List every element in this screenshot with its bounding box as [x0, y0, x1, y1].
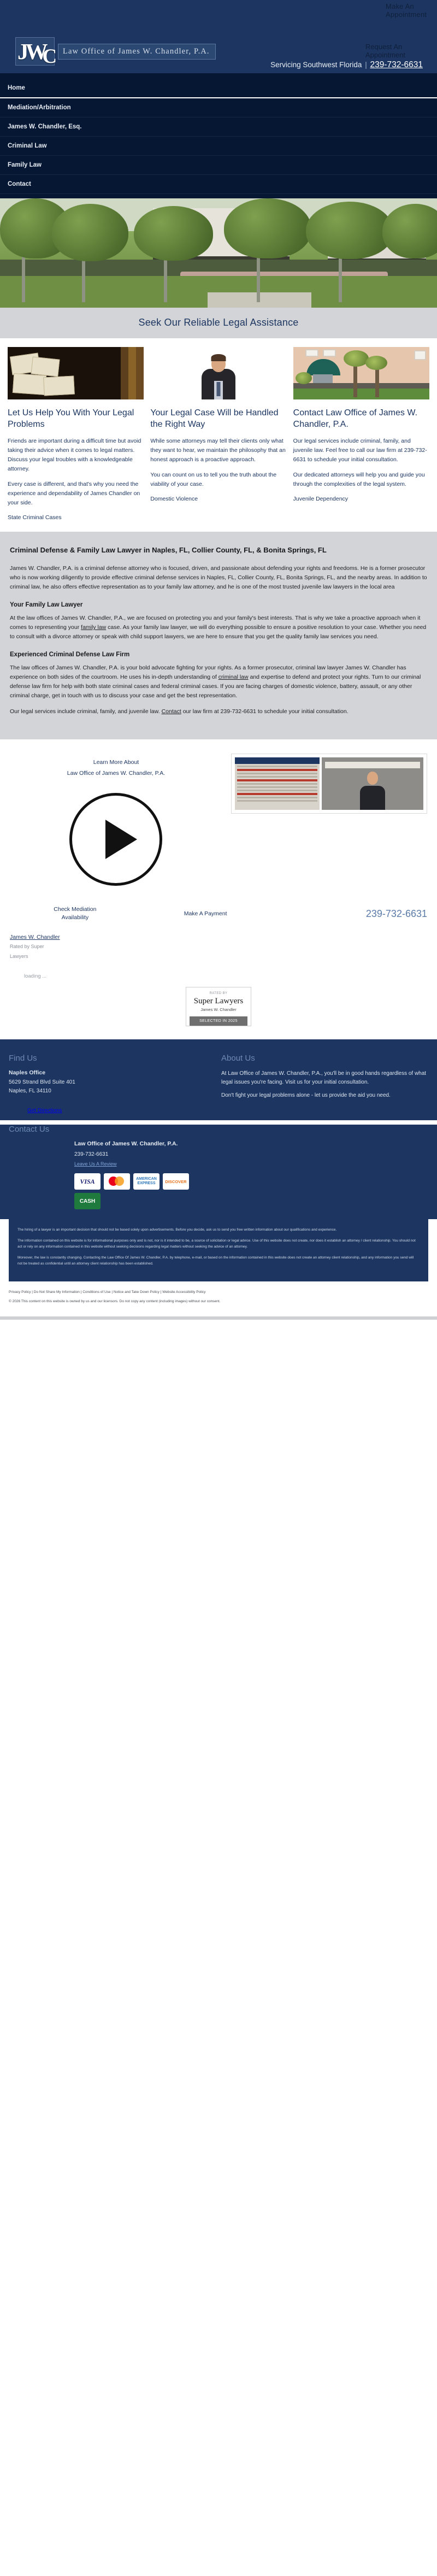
- card-title: Your Legal Case Will be Handled the Right Way: [150, 408, 279, 429]
- footer-contact-us: [0, 1125, 437, 1219]
- cash-icon: CASH: [74, 1193, 101, 1209]
- footer-about-us: [221, 1054, 428, 1115]
- article-section: [0, 532, 437, 739]
- text-after-link: our law firm at 239-732-6631 to schedule your initial consultation.: [181, 708, 349, 715]
- nav-item-criminal-law[interactable]: Criminal Law: [0, 137, 437, 156]
- nav-item-james-w-chandler-esq[interactable]: James W. Chandler, Esq.: [0, 117, 437, 137]
- badge-title: Super Lawyers: [193, 997, 244, 1005]
- article-subheading: Your Family Law Lawyer: [10, 602, 83, 608]
- bottom-scroll-strip[interactable]: [0, 1316, 437, 1320]
- hero-image: [0, 198, 437, 308]
- header-phone-link[interactable]: 239-732-6631: [370, 60, 423, 69]
- get-directions-link[interactable]: Get Directions: [27, 1108, 62, 1114]
- learn-more-line-2: Law Office of James W. Chandler, P.A.: [67, 770, 166, 777]
- palm-frond: [344, 350, 369, 367]
- disclaimer-paragraph-3: Moreover, the law is constantly changing. Contacting the Law Office Of James W. Chandler, P.A. by telephone, e-mail, or based on the information contained in this website does not create an attorney client relationship, and any information you send will not be treated as confidential until an attorney client relationship has been established.: [17, 1256, 414, 1266]
- office-driveway: [293, 383, 429, 389]
- video-column: [10, 754, 222, 886]
- contact-us-heading: Contact Us: [9, 1125, 50, 1134]
- page-title: Criminal Defense & Family Law Lawyer in Naples, FL, Collier County, FL, & Bonita Springs, FL: [10, 546, 327, 554]
- jwc-monogram-icon[interactable]: [15, 37, 55, 66]
- badge-name: James W. Chandler: [200, 1007, 237, 1012]
- disclaimer-paragraph-2: The information contained on this website is for informational purposes only and is not, nor is it intended to be, a source of solicitation or legal advice. Use of this website does not create, nor does it establish an attorney / client relationship. You should not act or rely on any information contained in this website without seeking decisions regarding legal matters without seeking the advice of an attorney.: [17, 1239, 416, 1249]
- article-paragraph: [10, 614, 427, 642]
- office-name: Naples Office: [9, 1069, 46, 1076]
- hero-tree: [134, 206, 213, 261]
- feature-card: [293, 347, 429, 502]
- shrub: [296, 372, 312, 384]
- footer-find-us: [9, 1054, 216, 1115]
- address-line-2: Naples, FL 34110: [9, 1088, 51, 1094]
- article-intro: James W. Chandler, P.A. is a criminal defense attorney who is focused, driven, and passionate about defending your rights and freedoms. He is a former prosecutor who is now working diligently to provide effective criminal defense services in Naples, FL, Collier County, FL, Bonita Springs, FL, and the nearby areas. In addition to criminal law, he also offers effective representation as to your family law attorney, and he is one of the most trusted juvenile law lawyers in the local area: [10, 565, 427, 590]
- article-paragraph: [10, 663, 427, 701]
- disclaimer-paragraph-1: The hiring of a lawyer is an important decision that should not be based solely upon advertisements. Before you decide, ask us to send you free written information about our qualifications and experience.: [17, 1228, 337, 1232]
- servicing-text: Servicing Southwest Florida: [270, 61, 362, 69]
- site-header: [0, 35, 437, 73]
- card-caption: Domestic Violence: [150, 496, 198, 502]
- hero-tree: [52, 204, 128, 261]
- card-paragraph: Our dedicated attorneys will help you and guide you through the complexities of the legal system.: [293, 472, 425, 487]
- leave-review-link[interactable]: Leave Us A Review: [74, 1161, 117, 1167]
- servicing-line: [270, 60, 423, 70]
- office-building-image: [293, 347, 429, 399]
- card-paragraph: Friends are important during a difficult time but avoid taking their advice when it comes to legal matters. Discuss your legal troubles with a knowledgeable attorney.: [8, 438, 141, 472]
- separator: |: [365, 61, 367, 69]
- magazine-title-band: [325, 762, 420, 768]
- check-mediation-availability-button[interactable]: [10, 905, 140, 922]
- nav-item-family-law[interactable]: Family Law: [0, 156, 437, 175]
- portrait-tie: [216, 382, 220, 396]
- article-subheading: Experienced Criminal Defense Law Firm: [10, 651, 130, 658]
- criminal-law-link[interactable]: criminal law: [218, 674, 249, 680]
- legal-disclaimer: [9, 1219, 428, 1281]
- text-after-link: case. As your family law lawyer, we will do everything possible to ensure a positive resolution to your case. Whether you need to consult with a divorce attorney or speak with child support lawyers, we are here to ensure that you get the quality family law services you need.: [10, 624, 427, 640]
- hero-tree: [224, 198, 311, 258]
- law-books-image: [8, 347, 144, 399]
- card-caption: Juvenile Dependency: [293, 496, 349, 502]
- nav-item-mediation-arbitration[interactable]: Mediation/Arbitration: [0, 98, 437, 117]
- card-caption: State Criminal Cases: [8, 514, 62, 521]
- portrait-hair: [211, 354, 226, 361]
- office-awning: [306, 359, 340, 375]
- super-lawyers-badge[interactable]: [186, 987, 251, 1026]
- copyright-notice: © 2026 This content on this website is owned by us and our licensors. Do not copy any content (including images) without our consent.: [9, 1299, 221, 1303]
- about-paragraph-2: Don't fight your legal problems alone - let us provide the aid you need.: [221, 1092, 391, 1098]
- cta-row: [0, 891, 437, 932]
- card-paragraph: Our legal services include criminal, family, and juvenile law. Feel free to call our law firm at 239-732-6631 to schedule your initial consultation.: [293, 438, 427, 463]
- legal-links-bar: [0, 1281, 437, 1309]
- about-us-heading: About Us: [221, 1054, 255, 1063]
- rated-by-line-1: Rated by Super: [10, 944, 44, 949]
- feature-cards: [0, 338, 437, 532]
- hero-tree: [306, 202, 393, 259]
- make-appointment-link[interactable]: Make An Appointment: [386, 2, 427, 19]
- nav-item-contact[interactable]: Contact: [0, 175, 437, 194]
- top-lawyers-magazine-thumbnail[interactable]: [231, 754, 427, 814]
- cta-phone-link[interactable]: 239-732-6631: [365, 908, 427, 919]
- office-address: [9, 1078, 216, 1096]
- text-before-link: Our legal services include criminal, family, and juvenile law.: [10, 708, 162, 715]
- section-title-bar: [0, 308, 437, 338]
- accepted-payments: [74, 1173, 189, 1209]
- rated-by-line-2: Lawyers: [10, 954, 28, 959]
- magazine-photo: [322, 757, 423, 810]
- find-us-heading: Find Us: [9, 1054, 37, 1063]
- visa-icon: VISA: [74, 1173, 101, 1190]
- mediation-line-1: Check Mediation: [54, 906, 97, 913]
- mastercard-icon: [104, 1173, 130, 1190]
- feature-card: [8, 347, 144, 521]
- attorney-portrait-image: [150, 347, 286, 399]
- header-contact: [270, 43, 423, 70]
- magazine-column: [231, 754, 427, 886]
- reviewed-attorney-name[interactable]: James W. Chandler: [10, 934, 60, 940]
- footer-spacer: [0, 1309, 437, 1316]
- text-before-link: The law offices of James W. Chandler, P.A. is your bold advocate fighting for your rights. As a former prosecutor, criminal law lawyer James W. Chandler has experience on both sides of the courtroom. He uses his in-depth understanding of: [10, 664, 406, 680]
- mediation-line-2: Availability: [61, 914, 89, 921]
- contact-phone[interactable]: 239-732-6631: [74, 1151, 109, 1157]
- request-appointment-link[interactable]: Request An Appointment: [365, 43, 405, 59]
- site-footer: [0, 1039, 437, 1120]
- feature-card: [150, 347, 286, 502]
- main-navigation: [0, 73, 437, 198]
- firm-name-logo[interactable]: Law Office of James W. Chandler, P.A.: [58, 44, 216, 60]
- contact-firm-name: Law Office of James W. Chandler, P.A.: [74, 1140, 178, 1147]
- loading-indicator: loading ...: [24, 973, 47, 979]
- card-paragraph: Every case is different, and that's why you need the experience and dependability of James Chandler on your side.: [8, 481, 140, 506]
- discover-icon: DISCOVER: [163, 1173, 189, 1190]
- learn-more-line-1: Learn More About: [93, 759, 139, 766]
- office-grass: [293, 389, 429, 399]
- text-before-link: At the law offices of James W. Chandler, P.A., we are focused on protecting you and your family's best interests. That is why we take a proactive approach when it comes to representing your: [10, 615, 421, 631]
- palm-frond: [365, 356, 387, 370]
- play-button-icon: [105, 820, 137, 859]
- card-title: Let Us Help You With Your Legal Problems: [8, 408, 134, 429]
- monogram-letters: JWC: [17, 39, 54, 68]
- about-paragraph-1: At Law Office of James W. Chandler, P.A., you'll be in good hands regardless of what legal issues you're facing. Visit us for your initial consultation.: [221, 1071, 427, 1085]
- video-play-button[interactable]: [69, 793, 162, 886]
- badge-year: SELECTED IN 2025: [190, 1016, 247, 1026]
- card-paragraph: You can count on us to tell you the truth about the viability of your case.: [150, 472, 277, 487]
- media-section: [0, 739, 437, 891]
- magazine-cover: [235, 757, 320, 810]
- reviews-section: [0, 932, 437, 1039]
- article-closing: [10, 707, 427, 716]
- policy-links[interactable]: Privacy Policy | Do Not Share My Information | Conditions of Use | Notice and Take Down Policy | Website Accessibility Policy: [9, 1290, 206, 1294]
- amex-icon: AMERICAN EXPRESS: [133, 1173, 160, 1190]
- family-law-link[interactable]: family law: [81, 624, 107, 631]
- card-title: Contact Law Office of James W. Chandler, P.A.: [293, 408, 418, 429]
- text-after-link: and expertise to defend and protect your rights. Turn to our criminal defense law firm for help with both state criminal cases and federal criminal cases. If you are facing charges of domestic violence, battery, assault, or any other criminal charge, get in touch with us to discuss your case and get the best representation.: [10, 674, 421, 699]
- make-a-payment-button[interactable]: Make A Payment: [184, 910, 227, 917]
- nav-item-home[interactable]: Home: [0, 79, 437, 98]
- top-bar: [0, 0, 437, 35]
- card-paragraph: While some attorneys may tell their clients only what they want to hear, we maintain the philosophy that an honest approach is a proactive approach.: [150, 438, 286, 463]
- address-line-1: 5629 Strand Blvd Suite 401: [9, 1079, 75, 1085]
- seek-title: Seek Our Reliable Legal Assistance: [138, 317, 299, 328]
- contact-link[interactable]: Contact: [161, 708, 181, 715]
- badge-rated-by: RATED BY: [209, 992, 228, 995]
